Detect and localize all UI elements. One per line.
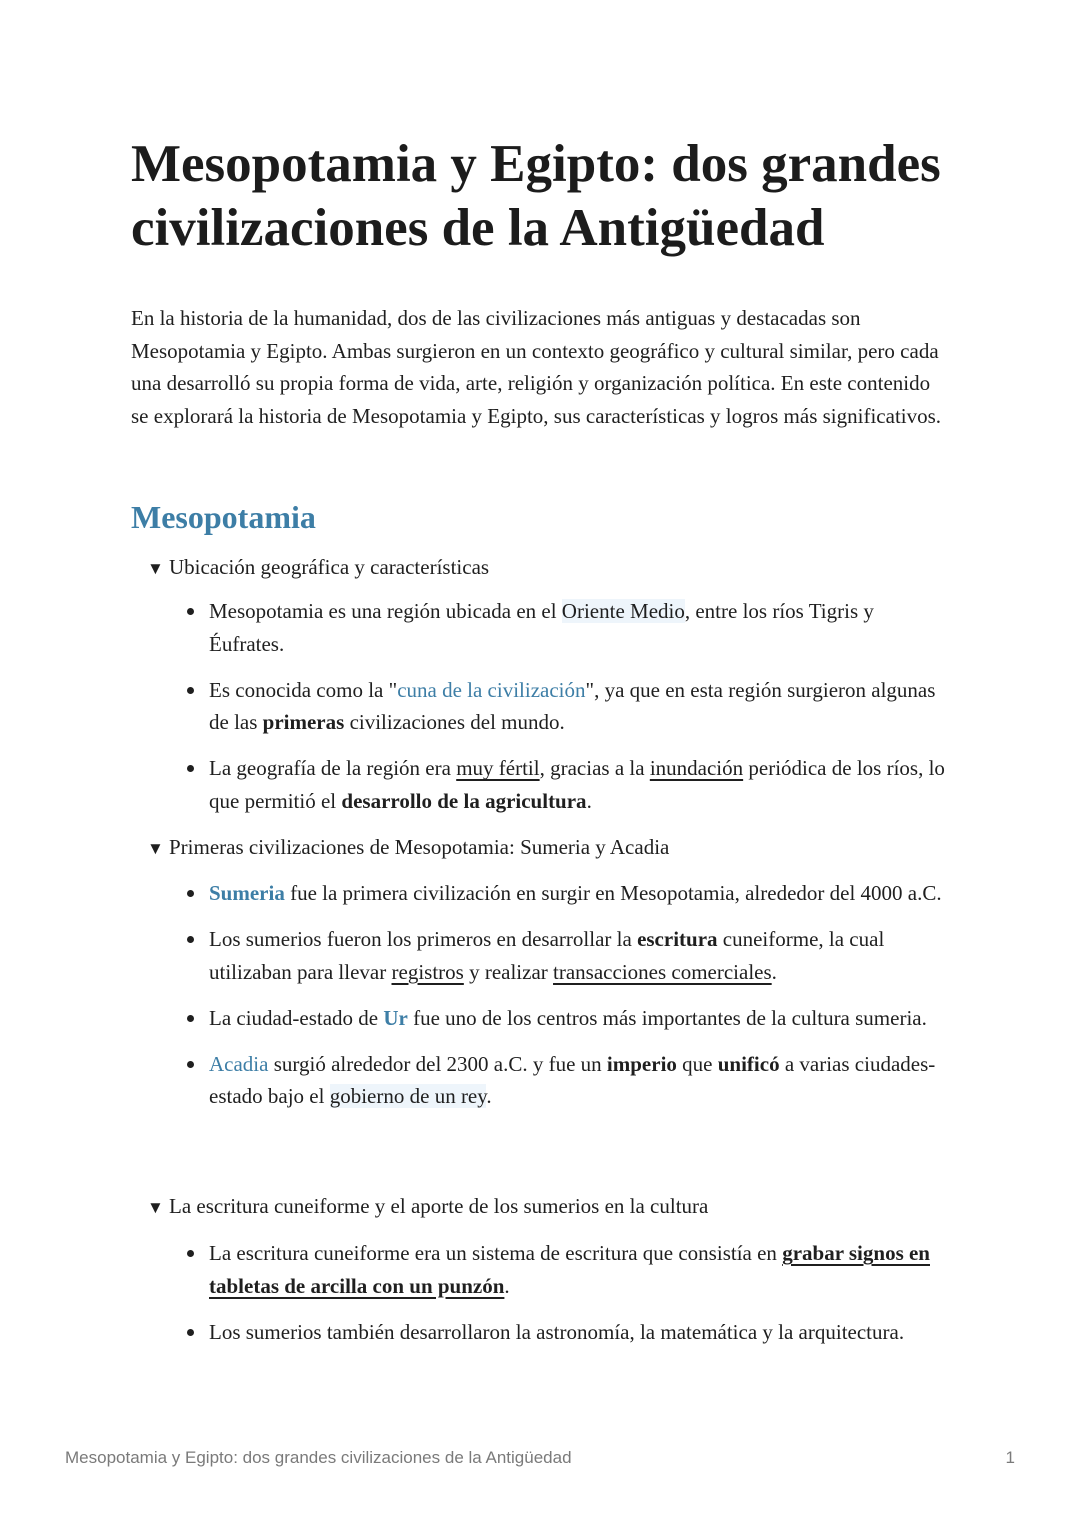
toggle-primeras-list [209,877,949,1127]
list-item: La ciudad-estado de Ur fue uno de los centros más importantes de la cultura sumeria. [209,1002,949,1035]
page-title: Mesopotamia y Egipto: dos grandes civilizaciones de la Antigüedad [131,135,941,257]
page-number: 1 [1005,1448,1015,1467]
underlined-bold-text: grabar signos en tabletas de arcilla con un punzón [209,1241,930,1298]
toggle-label: Primeras civilizaciones de Mesopotamia: Sumeria y Acadia [169,835,670,859]
toggle-ubicacion[interactable] [147,552,489,584]
list-item: Mesopotamia es una región ubicada en el Oriente Medio, entre los ríos Tigris y Éufrates. [209,595,949,660]
highlight: Oriente Medio [561,599,685,623]
intro-paragraph: En la historia de la humanidad, dos de las civilizaciones más antiguas y destacadas son Mesopotamia y Egipto. Ambas surgieron en un contexto geográfico y cultural similar, pero cada una desarrolló su propia forma de vida, arte, religión y organización política. En este contenido se explorará la historia de Mesopotamia y Egipto, sus características y logros más significativos. [131,306,942,428]
list-item: La escritura cuneiforme era un sistema de escritura que consistía en grabar signos en tabletas de arcilla con un punzón. [209,1237,949,1302]
list-item: La geografía de la región era muy fértil, gracias a la inundación periódica de los ríos, lo que permitió el desarrollo de la agricultura. [209,752,949,817]
toggle-ubicacion-list [209,595,949,831]
toggle-escritura-list [209,1237,949,1362]
toggle-triangle-icon[interactable]: ▼ [147,1198,164,1217]
link-ur[interactable]: Ur [383,1005,408,1030]
list-item: Es conocida como la "cuna de la civilización", ya que en esta región surgieron algunas de las primeras civilizaciones del mundo. [209,674,949,739]
page-footer [65,1448,1015,1468]
list-item: Los sumerios fueron los primeros en desarrollar la escritura cuneiforme, la cual utilizaban para llevar registros y realizar transacciones comerciales. [209,923,949,988]
toggle-label: La escritura cuneiforme y el aporte de los sumerios en la cultura [169,1194,709,1218]
list-item: Acadia surgió alrededor del 2300 a.C. y fue un imperio que unificó a varias ciudades-estado bajo el gobierno de un rey. [209,1048,949,1113]
underlined-text: registros [391,959,464,984]
section-heading-mesopotamia: Mesopotamia [131,499,316,535]
highlight: gobierno de un rey [329,1084,487,1109]
underlined-text: muy fértil [456,756,540,781]
list-item: Sumeria fue la primera civilización en surgir en Mesopotamia, alrededor del 4000 a.C. [209,877,949,910]
toggle-triangle-icon[interactable]: ▼ [147,839,164,858]
list-item: Los sumerios también desarrollaron la astronomía, la matemática y la arquitectura. [209,1316,949,1349]
link-acadia[interactable]: Acadia [209,1051,269,1076]
toggle-escritura-cuneiforme[interactable] [147,1191,708,1223]
toggle-triangle-icon[interactable]: ▼ [147,559,164,578]
link-sumeria[interactable]: Sumeria [209,881,285,905]
toggle-primeras-civilizaciones[interactable] [147,832,669,864]
underlined-text: inundación [649,756,744,781]
toggle-label: Ubicación geográfica y características [169,555,490,579]
link-cuna-civilizacion[interactable]: cuna de la civilización [397,677,586,702]
underlined-text: transacciones comerciales [553,959,772,984]
footer-title: Mesopotamia y Egipto: dos grandes civilizaciones de la Antigüedad [65,1448,572,1467]
